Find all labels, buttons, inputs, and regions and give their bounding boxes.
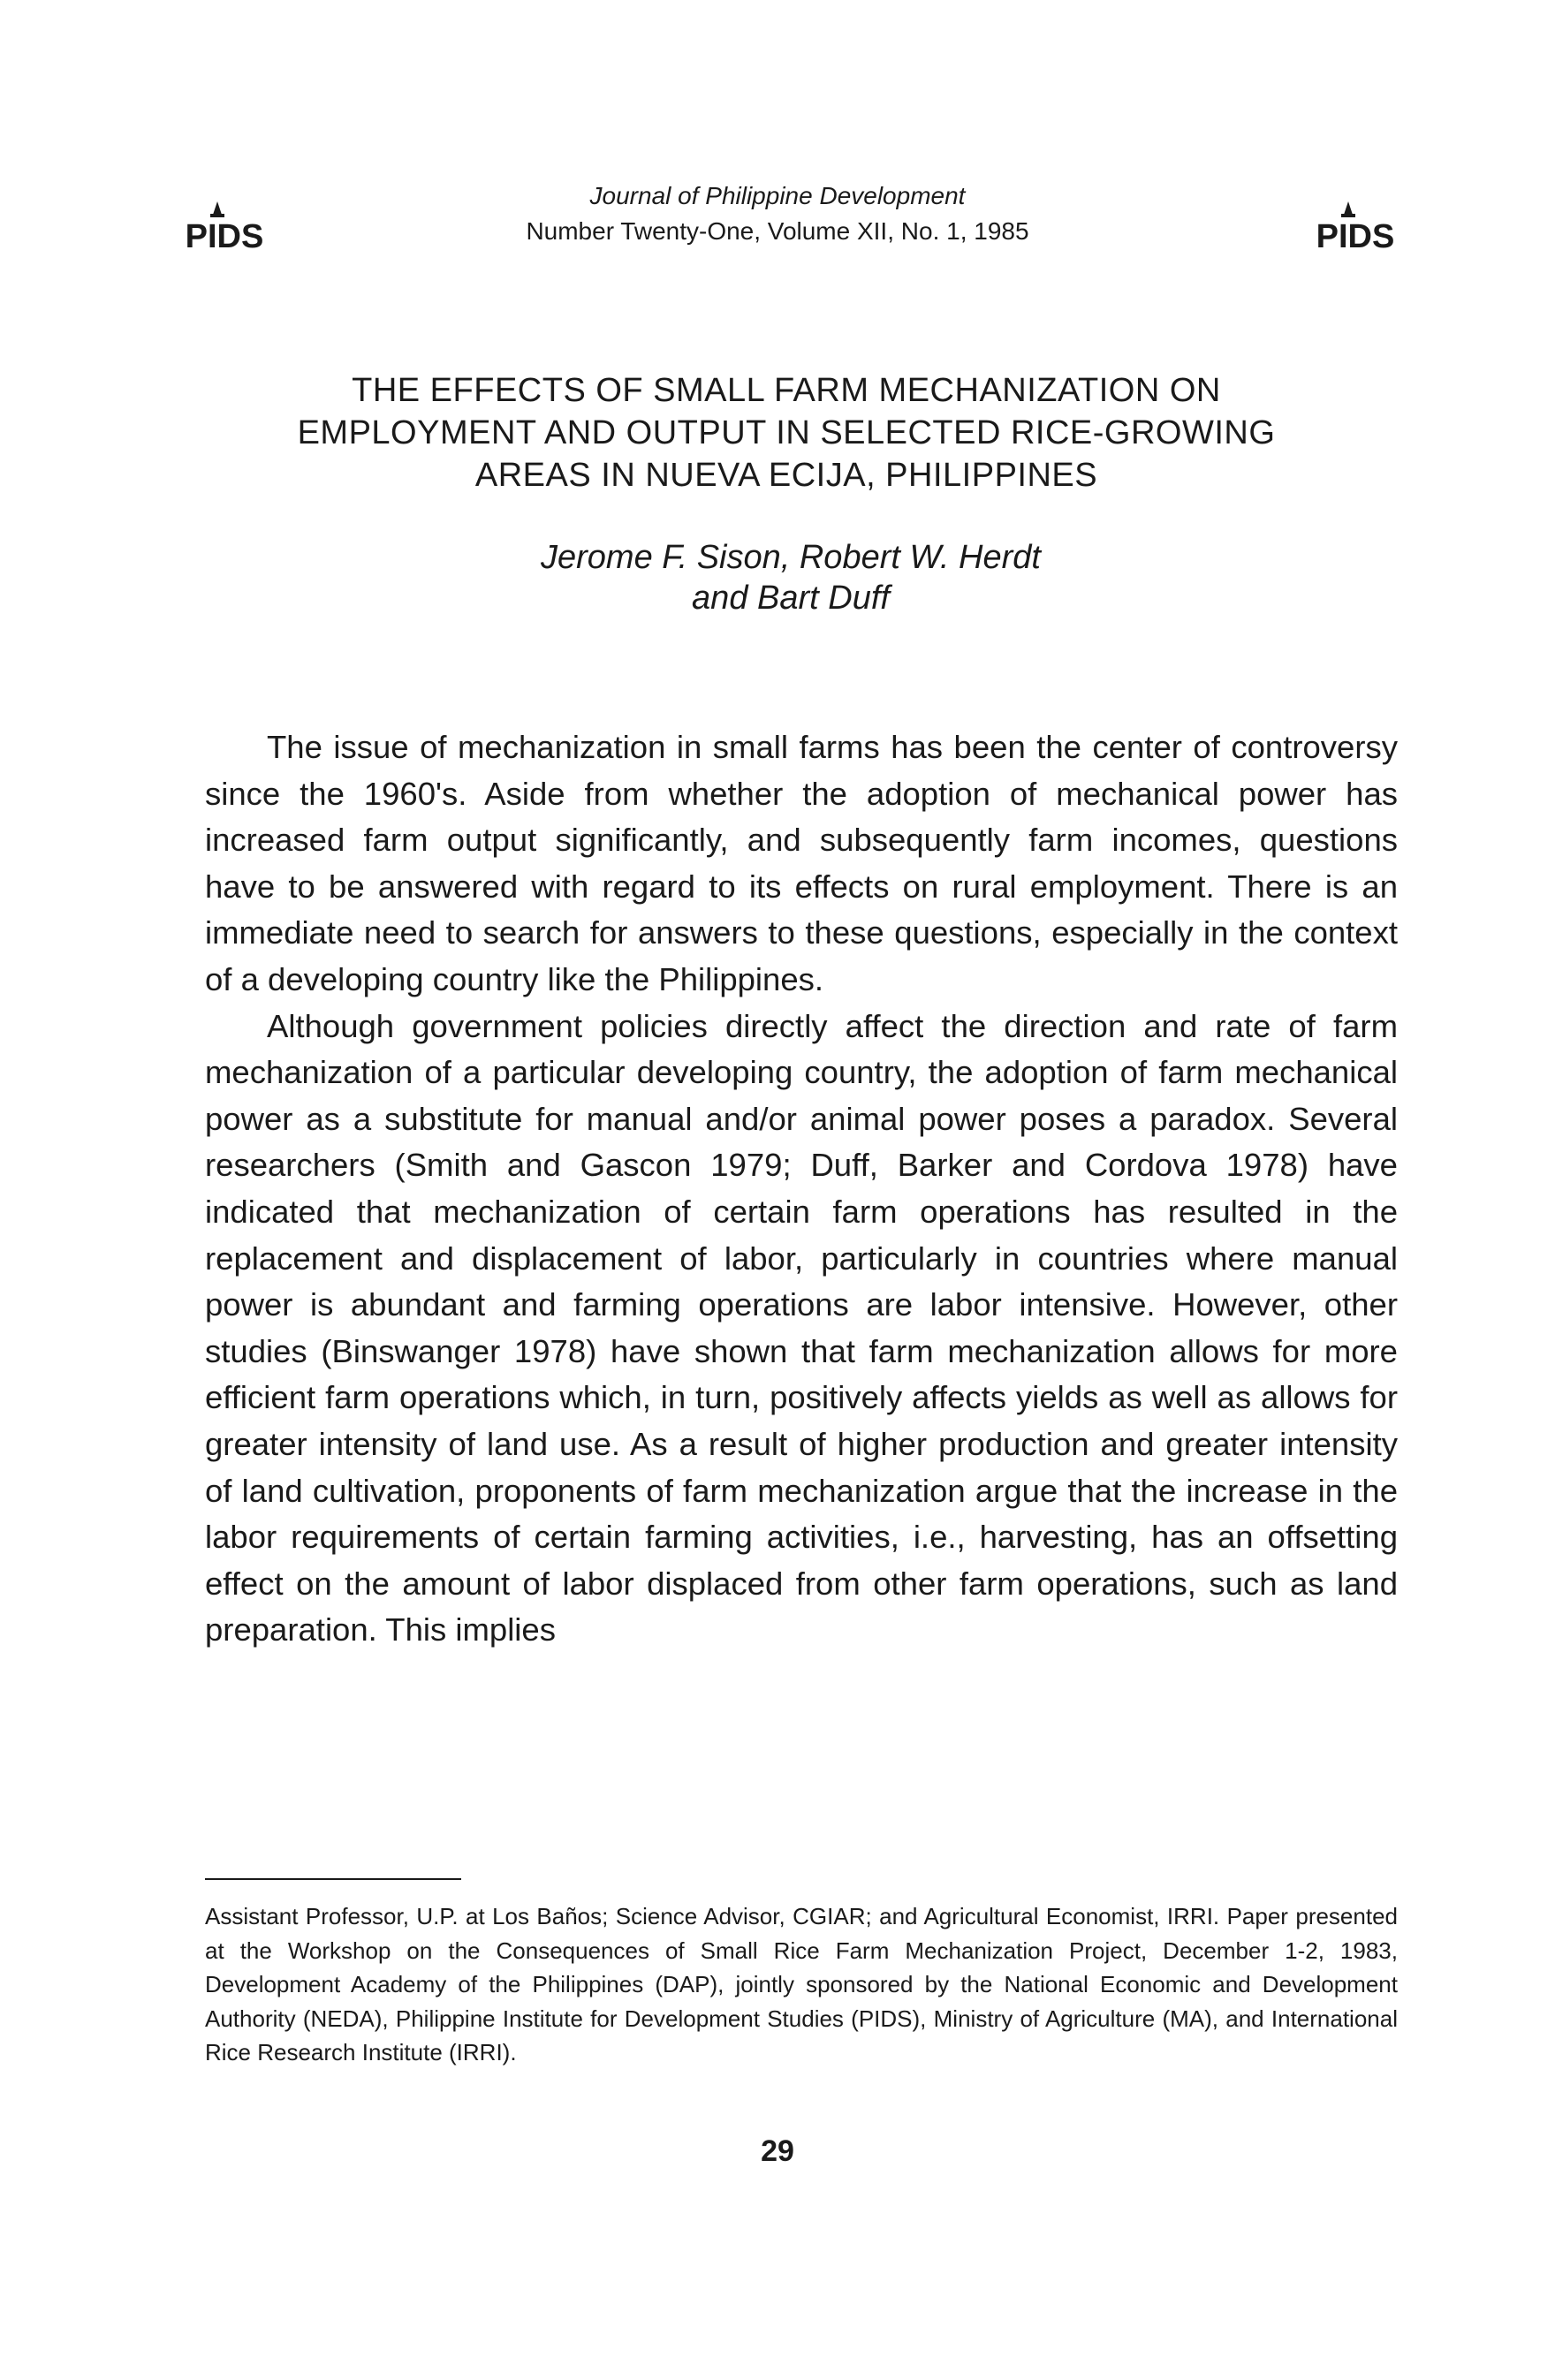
pids-logo-right (1306, 196, 1405, 253)
author-line: and Bart Duff (692, 580, 890, 617)
footnote-text: Assistant Professor, U.P. at Los Baños; Science Advisor, CGIAR; and Agricultural Economist, IRRI. Paper presented at the Workshop on the Consequences of Small Rice Farm Mechanization Project, December 1-2, 1983, Development Academy of the Philippines (DAP), jointly sponsored by the National Economic and Development Authority (NEDA), Philippine Institute for Development Studies (PIDS), Ministry of Agriculture (MA), and International Rice Research Institute (IRRI). (205, 1903, 1398, 2065)
pids-logo-icon (1306, 196, 1405, 253)
article-authors (300, 537, 1281, 618)
pids-logo-icon (175, 196, 274, 253)
journal-header (371, 178, 1184, 249)
body-paragraph: The issue of mechanization in small farms has been the center of controversy since the 1960's. Aside from whether the adoption of mechanical power has increased farm output significantly, and subsequently farm incomes, questions have to be answered with regard to its effects on rural employment. There is an immediate need to search for answers to these questions, especially in the context of a developing country like the Philippines. (205, 729, 1398, 997)
title-line: EMPLOYMENT AND OUTPUT IN SELECTED RICE-GROWING (297, 414, 1276, 451)
journal-name: Journal of Philippine Development (589, 182, 966, 209)
svg-text:PIDS: PIDS (185, 218, 264, 253)
footnote (205, 1899, 1398, 2070)
body-paragraph: Although government policies directly affect the direction and rate of farm mechanization of a particular developing country, the adoption of farm mechanical power as a substitute for manual and/or animal power poses a paradox. Several researchers (Smith and Gascon 1979; Duff, Barker and Cordova 1978) have indicated that mechanization of certain farm operations has resulted in the replacement and displacement of labor, particularly in countries where manual power is abundant and farming operations are labor intensive. However, other studies (Binswanger 1978) have shown that farm mechanization allows for more efficient farm operations which, in turn, positively affects yields as well as allows for greater intensity of land use. As a result of higher production and greater intensity of land cultivation, proponents of farm mechanization argue that the increase in the labor requirements of certain farming activities, i.e., harvesting, has an offsetting effect on the amount of labor displaced from other farm operations, such as land preparation. This implies (205, 1007, 1398, 1649)
title-line: AREAS IN NUEVA ECIJA, PHILIPPINES (474, 457, 1098, 494)
footnote-divider (205, 1878, 461, 1880)
pids-logo-left (175, 196, 274, 253)
page-number: 29 (761, 2134, 794, 2168)
svg-text:PIDS: PIDS (1316, 218, 1395, 253)
journal-issue: Number Twenty-One, Volume XII, No. 1, 1985 (526, 217, 1029, 245)
title-line: THE EFFECTS OF SMALL FARM MECHANIZATION ON (352, 372, 1221, 409)
article-body (205, 724, 1398, 1654)
article-title (177, 369, 1396, 496)
author-line: Jerome F. Sison, Robert W. Herdt (541, 539, 1041, 576)
